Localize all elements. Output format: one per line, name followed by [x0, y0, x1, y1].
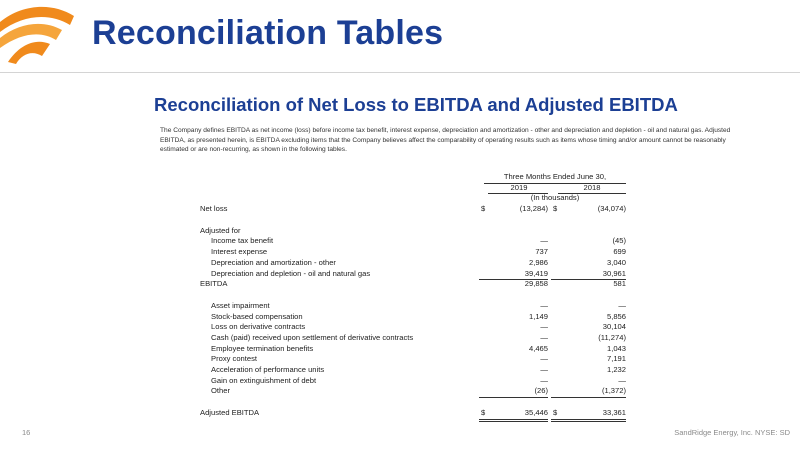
table-row [200, 301, 626, 312]
spacer-row [200, 290, 626, 301]
table-row [200, 247, 626, 258]
row-label: Gain on extinguishment of debt [211, 375, 317, 385]
row-label: Net loss [200, 204, 228, 214]
value-2018: 1,232 [606, 365, 626, 374]
year-2018-header: 2018 [583, 182, 601, 192]
table-header-period [200, 172, 626, 183]
value-2019: 35,446 [524, 408, 548, 418]
value-2018: (11,274) [598, 332, 626, 342]
value-2019: 1,149 [528, 311, 548, 321]
year-2019-header: 2019 [510, 182, 528, 192]
title-divider [0, 72, 800, 73]
table-row [200, 236, 626, 247]
table-row [200, 386, 626, 397]
row-label: Depreciation and depletion - oil and natural gas [211, 268, 371, 278]
value-2018: (34,074) [597, 204, 626, 214]
section-subtitle: Reconciliation of Net Loss to EBITDA and Adjusted EBITDA [154, 94, 678, 115]
slide-title: Reconciliation Tables [92, 14, 444, 52]
value-2019: (26) [534, 386, 548, 396]
table-header-units [200, 193, 626, 204]
footer-company: SandRidge Energy, Inc. NYSE: SD [674, 428, 790, 437]
value-2019: 39,419 [524, 268, 548, 278]
period-header: Three Months Ended June 30, [503, 172, 607, 181]
table-row [200, 354, 626, 365]
row-label: Other [211, 386, 230, 396]
currency-symbol: $ [553, 408, 558, 418]
value-2019: — [540, 236, 548, 246]
value-2018: (45) [612, 236, 626, 246]
value-2019: — [540, 365, 548, 374]
spacer-row [200, 397, 626, 408]
ebitda-definition: The Company defines EBITDA as net income (loss) before income tax benefit, interest expense, depreciation and amortization - other and depreciation and depletion - oil and natural gas. Adjusted EBITDA, as presented herein, is EBITDA excluding items that the Company believes affect the comparability of operating results such as items whose timing and/or amount cannot be reasonably estimated or are non-recurring, as shown in the following tables. [160, 127, 731, 154]
company-logo [0, 0, 80, 66]
value-2019: 4,465 [528, 343, 548, 353]
value-2019: — [540, 332, 548, 342]
table-row [200, 365, 626, 376]
value-2019: (13,284) [519, 204, 548, 214]
adjusted-for-row [200, 226, 626, 237]
adjusted-ebitda-row [200, 408, 626, 419]
value-2019: 737 [535, 247, 548, 257]
row-label: Stock-based compensation [211, 311, 303, 321]
value-2018: 30,104 [602, 322, 626, 332]
logo-swoosh-inner [8, 42, 50, 64]
reconciliation-table [200, 172, 626, 419]
value-2018: 33,361 [602, 408, 626, 418]
value-2018: 3,040 [606, 257, 626, 267]
row-label: Adjusted for [200, 225, 241, 235]
row-label: Cash (paid) received upon settlement of derivative contracts [211, 332, 414, 342]
row-label: Proxy contest [211, 354, 258, 364]
value-2019: — [540, 322, 548, 332]
row-label: Adjusted EBITDA [200, 408, 260, 418]
table-row [200, 344, 626, 355]
value-2019: — [540, 354, 548, 364]
total-double-underline-2018 [551, 419, 626, 423]
value-2019: 29,858 [524, 279, 548, 289]
spacer-row [200, 215, 626, 226]
table-row [200, 269, 626, 280]
row-label: Income tax benefit [211, 236, 274, 246]
row-label: Depreciation and amortization - other [211, 257, 336, 267]
currency-symbol: $ [481, 408, 486, 418]
row-label: Loss on derivative contracts [211, 322, 306, 332]
table-row [200, 312, 626, 323]
total-double-underline-2019 [479, 419, 548, 423]
value-2019: — [540, 300, 548, 310]
value-2018: 30,961 [602, 268, 626, 278]
net-loss-row [200, 204, 626, 215]
row-label: Interest expense [211, 247, 268, 257]
row-label: Employee termination benefits [211, 343, 314, 353]
ebitda-row [200, 279, 626, 290]
table-row [200, 258, 626, 269]
value-2018: 699 [613, 247, 626, 257]
table-header-years [200, 183, 626, 194]
value-2018: 5,856 [606, 311, 626, 321]
row-label: Asset impairment [211, 300, 270, 310]
value-2018: — [618, 375, 626, 385]
value-2018: 1,043 [606, 343, 626, 353]
value-2019: — [540, 375, 548, 385]
currency-symbol: $ [481, 204, 486, 214]
table-row [200, 376, 626, 387]
table-row [200, 333, 626, 344]
table-row [200, 322, 626, 333]
units-header: (In thousands) [530, 193, 580, 203]
page-number: 16 [22, 428, 31, 437]
value-2018: (1,372) [601, 386, 626, 396]
value-2018: — [618, 300, 626, 310]
value-2019: 2,986 [528, 257, 548, 267]
row-label: Acceleration of performance units [211, 365, 325, 374]
value-2018: 7,191 [606, 354, 626, 364]
value-2018: 581 [613, 279, 626, 289]
currency-symbol: $ [553, 204, 558, 214]
row-label: EBITDA [200, 279, 228, 289]
